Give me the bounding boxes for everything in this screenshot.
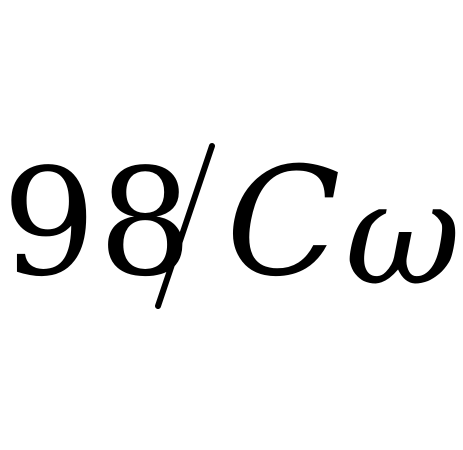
slash-separator-icon <box>150 142 220 310</box>
formula <box>0 128 463 318</box>
variable-c: C <box>226 136 341 310</box>
numerator-number: 98 <box>2 137 195 309</box>
variable-omega: ω <box>345 152 461 317</box>
